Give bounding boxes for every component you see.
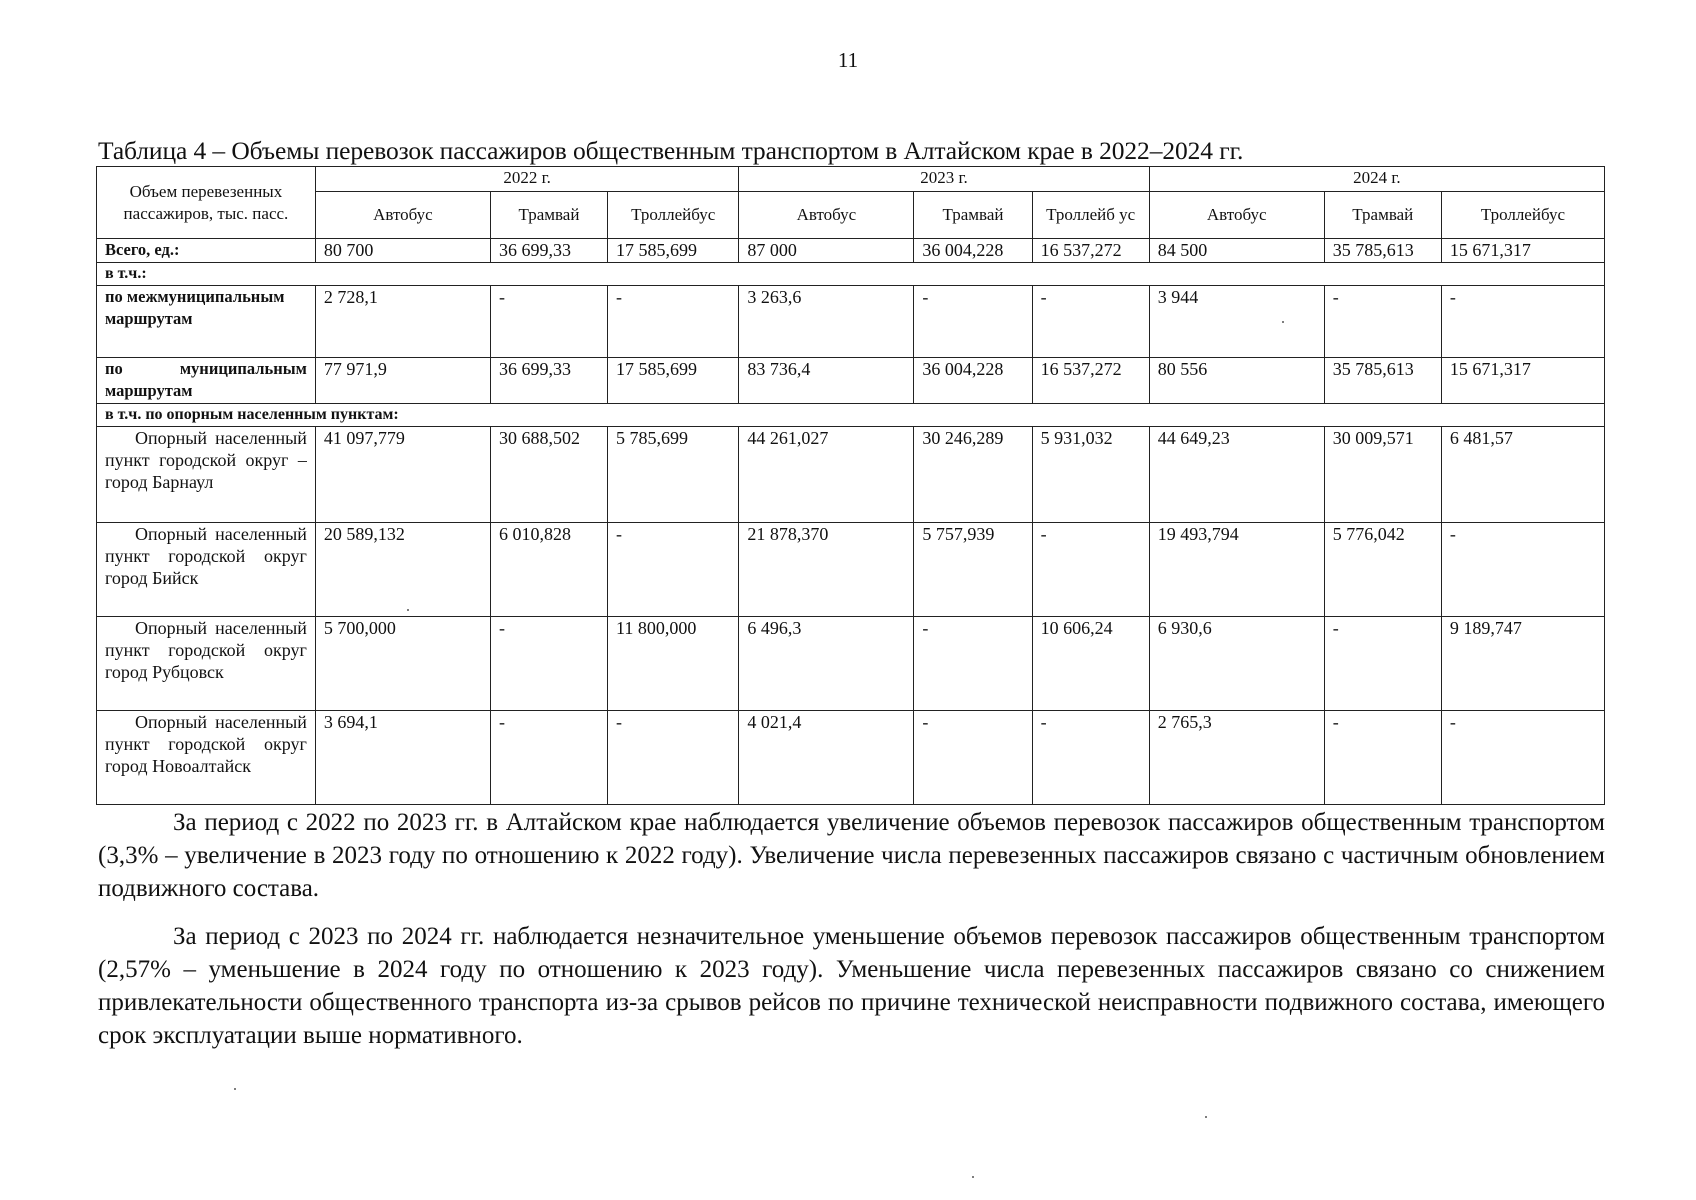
- year-header-row: [97, 167, 1605, 192]
- table-cell: 20 589,132: [315, 523, 490, 617]
- table-cell: -: [1441, 711, 1604, 805]
- column-header: Автобус: [739, 192, 914, 239]
- scan-speck: [1205, 1116, 1207, 1118]
- city-row: [97, 711, 1605, 805]
- city-row: [97, 427, 1605, 523]
- table-cell: 80 700: [315, 239, 490, 263]
- column-header: Троллейбус: [1441, 192, 1604, 239]
- table-cell: 87 000: [739, 239, 914, 263]
- table-cell: 3 263,6: [739, 286, 914, 358]
- table-cell: 30 009,571: [1324, 427, 1441, 523]
- scan-speck: [972, 1176, 974, 1178]
- table-cell: 36 004,228: [914, 239, 1032, 263]
- table-cell: 35 785,613: [1324, 358, 1441, 404]
- transport-type-header-row: [97, 192, 1605, 239]
- year-header: 2023 г.: [739, 167, 1149, 192]
- municipal-row: [97, 358, 1605, 404]
- table-cell: 30 246,289: [914, 427, 1032, 523]
- table-cell: 6 930,6: [1149, 617, 1324, 711]
- table-cell: -: [490, 711, 607, 805]
- year-header: 2022 г.: [315, 167, 738, 192]
- column-header: Трамвай: [914, 192, 1032, 239]
- row-label: Опорный населенный пункт городской округ город Бийск: [97, 523, 316, 617]
- table-cell: 15 671,317: [1441, 239, 1604, 263]
- row-label: Опорный населенный пункт городской округ – город Барнаул: [97, 427, 316, 523]
- table-cell: 6 481,57: [1441, 427, 1604, 523]
- paragraph-2: [98, 920, 1605, 1052]
- table-cell: 30 688,502: [490, 427, 607, 523]
- table-cell: 84 500: [1149, 239, 1324, 263]
- scan-speck: [1282, 321, 1284, 323]
- table-cell: -: [1324, 711, 1441, 805]
- table-cell: -: [914, 286, 1032, 358]
- table-cell: 35 785,613: [1324, 239, 1441, 263]
- intermunicipal-row: [97, 286, 1605, 358]
- paragraph-text: За период с 2023 по 2024 гг. наблюдается незначительное уменьшение объемов перевозок пассажиров общественным транспортом (2,57% – уменьшение в 2024 году по отношению к 2023 году). Уменьшение числа перевезенных пассажиров связано со снижением привлекательности общественного транспорта из-за срывов рейсов по причине технической неисправности подвижного состава, имеющего срок эксплуатации выше нормативного.: [98, 923, 1605, 1049]
- total-row: [97, 239, 1605, 263]
- table-cell: -: [490, 617, 607, 711]
- table-cell: 6 010,828: [490, 523, 607, 617]
- table-cell: 80 556: [1149, 358, 1324, 404]
- scan-speck: [407, 609, 409, 611]
- table-cell: -: [914, 711, 1032, 805]
- table-cell: 4 021,4: [739, 711, 914, 805]
- table-cell: 9 189,747: [1441, 617, 1604, 711]
- table-cell: -: [1324, 617, 1441, 711]
- table-cell: 83 736,4: [739, 358, 914, 404]
- page-number: 11: [837, 48, 859, 72]
- table-cell: 2 728,1: [315, 286, 490, 358]
- table-cell: 3 694,1: [315, 711, 490, 805]
- table-cell: 17 585,699: [608, 358, 739, 404]
- table-cell: 41 097,779: [315, 427, 490, 523]
- table-cell: 5 931,032: [1032, 427, 1149, 523]
- row-label: Опорный населенный пункт городской округ город Рубцовск: [97, 617, 316, 711]
- table-cell: 77 971,9: [315, 358, 490, 404]
- table-cell: 44 649,23: [1149, 427, 1324, 523]
- column-header: Трамвай: [1324, 192, 1441, 239]
- table-cell: 3 944: [1149, 286, 1324, 358]
- row-label: Всего, ед.:: [97, 239, 316, 263]
- table-cell: 17 585,699: [608, 239, 739, 263]
- corner-header: Объем перевезенных пассажиров, тыс. пасс.: [97, 167, 316, 239]
- city-row: [97, 523, 1605, 617]
- table-cell: -: [1441, 286, 1604, 358]
- table-cell: -: [608, 523, 739, 617]
- table-cell: -: [1032, 286, 1149, 358]
- year-header: 2024 г.: [1149, 167, 1604, 192]
- table-cell: 5 776,042: [1324, 523, 1441, 617]
- table-cell: -: [608, 711, 739, 805]
- column-header: Автобус: [1149, 192, 1324, 239]
- transport-volume-table: [96, 166, 1605, 805]
- city-row: [97, 617, 1605, 711]
- table-cell: 5 785,699: [608, 427, 739, 523]
- column-header: Троллейб ус: [1032, 192, 1149, 239]
- table-cell: 36 699,33: [490, 358, 607, 404]
- section-row: [97, 263, 1605, 286]
- section-row: [97, 404, 1605, 427]
- table-cell: 2 765,3: [1149, 711, 1324, 805]
- table-caption: Таблица 4 – Объемы перевозок пассажиров общественным транспортом в Алтайском крае в 2022–2024 гг.: [98, 136, 1244, 165]
- paragraph-1: [98, 806, 1605, 905]
- table-cell: 16 537,272: [1032, 239, 1149, 263]
- table-cell: 36 004,228: [914, 358, 1032, 404]
- row-label: по межмуниципальным маршрутам: [97, 286, 316, 358]
- table-cell: -: [1441, 523, 1604, 617]
- row-label: по муниципальным маршрутам: [97, 358, 316, 404]
- table-cell: -: [1032, 523, 1149, 617]
- table-cell: -: [490, 286, 607, 358]
- table-cell: 16 537,272: [1032, 358, 1149, 404]
- column-header: Автобус: [315, 192, 490, 239]
- paragraph-text: За период с 2022 по 2023 гг. в Алтайском крае наблюдается увеличение объемов перевозок пассажиров общественным транспортом (3,3% – увеличение в 2023 году по отношению к 2022 году). Увеличение числа перевезенных пассажиров связано с частичным обновлением подвижного состава.: [98, 809, 1605, 902]
- column-header: Троллейбус: [608, 192, 739, 239]
- table-cell: -: [1324, 286, 1441, 358]
- row-label: Опорный населенный пункт городской округ город Новоалтайск: [97, 711, 316, 805]
- table-cell: -: [608, 286, 739, 358]
- table-cell: -: [1032, 711, 1149, 805]
- table-cell: 19 493,794: [1149, 523, 1324, 617]
- table-cell: 6 496,3: [739, 617, 914, 711]
- table-cell: 15 671,317: [1441, 358, 1604, 404]
- table-cell: 21 878,370: [739, 523, 914, 617]
- table-cell: 5 700,000: [315, 617, 490, 711]
- table-cell: 11 800,000: [608, 617, 739, 711]
- table-cell: 36 699,33: [490, 239, 607, 263]
- section-label: в т.ч.:: [97, 263, 1605, 286]
- section-label: в т.ч. по опорным населенным пунктам:: [97, 404, 1605, 427]
- table-cell: 5 757,939: [914, 523, 1032, 617]
- scan-speck: [234, 1088, 236, 1090]
- column-header: Трамвай: [490, 192, 607, 239]
- table-cell: 44 261,027: [739, 427, 914, 523]
- table-cell: -: [914, 617, 1032, 711]
- table-cell: 10 606,24: [1032, 617, 1149, 711]
